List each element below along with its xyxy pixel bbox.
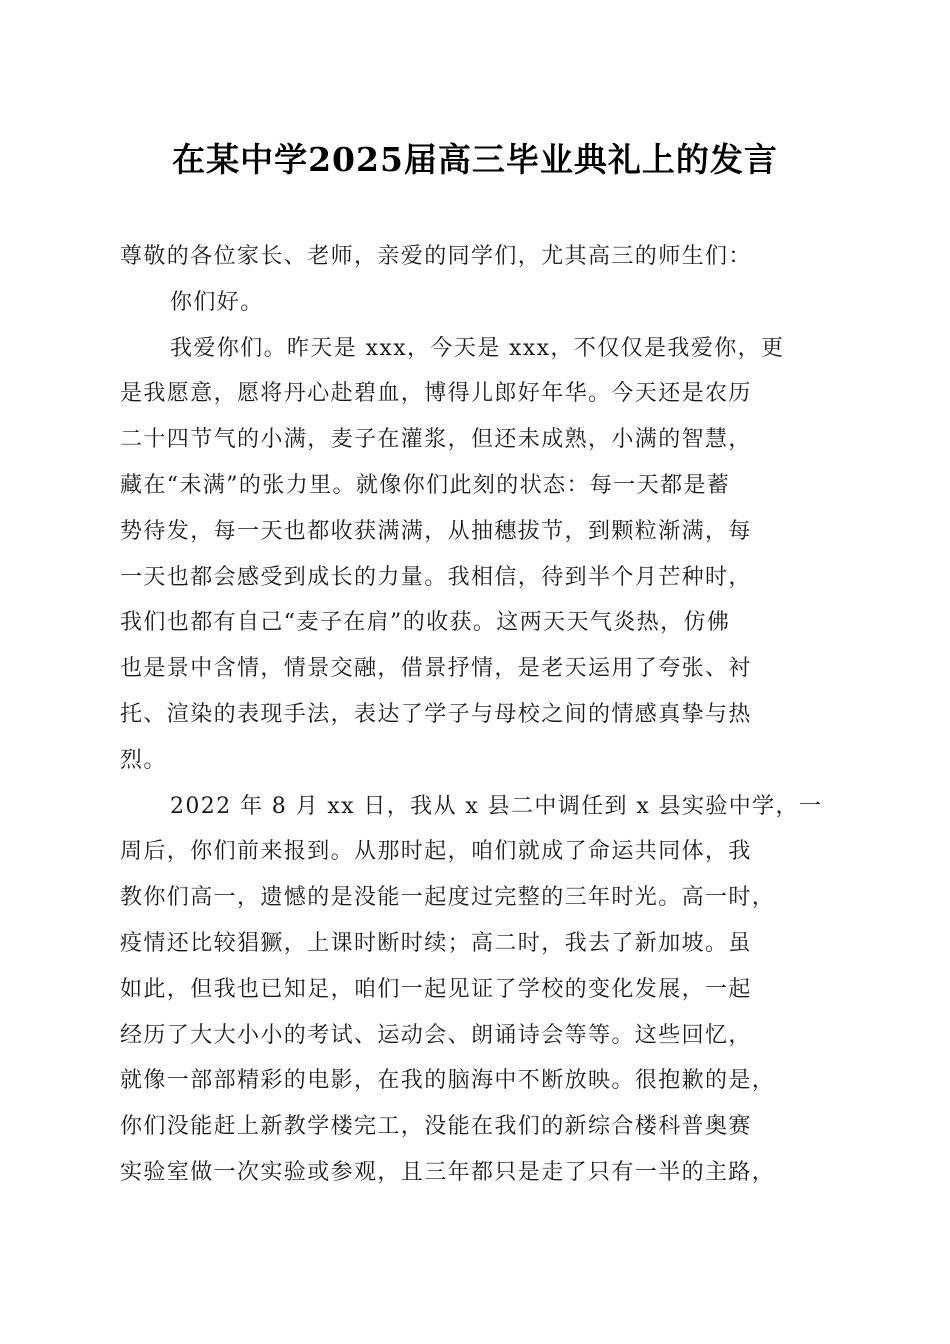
paragraph-line: 我们也都有自己“麦子在肩”的收获。这两天天气炎热，仿佛	[120, 610, 731, 636]
paragraph-line: 烈。	[120, 747, 167, 773]
paragraph-line: 就像一部部精彩的电影，在我的脑海中不断放映。很抱歉的是，	[120, 1068, 776, 1094]
paragraph-line: 我爱你们。昨天是 xxx，今天是 xxx，不仅仅是我爱你，更	[170, 335, 785, 361]
paragraph-line: 一天也都会感受到成长的力量。我相信，待到半个月芒种时，	[120, 564, 752, 590]
paragraph-line: 二十四节气的小满，麦子在灌浆，但还未成熟，小满的智慧，	[120, 427, 752, 453]
paragraph-line: 教你们高一，遗憾的是没能一起度过完整的三年时光。高一时，	[120, 885, 776, 911]
salutation-line: 尊敬的各位家长、老师，亲爱的同学们，尤其高三的师生们：	[120, 244, 752, 269]
paragraph-line: 是我愿意，愿将丹心赴碧血，博得儿郎好年华。今天还是农历	[120, 381, 752, 407]
paragraph-line: 你们没能赶上新教学楼完工，没能在我们的新综合楼科普奥赛	[120, 1114, 752, 1140]
paragraph-line: 2022 年 8 月 xx 日，我从 x 县二中调任到 x 县实验中学，一	[170, 793, 823, 819]
document-body	[120, 234, 830, 1196]
paragraph-line: 实验室做一次实验或参观，且三年都只是走了只有一半的主路，	[120, 1159, 776, 1185]
paragraph-line: 疫情还比较猖獗，上课时断时续；高二时，我去了新加坡。虽	[120, 930, 752, 956]
paragraph-line: 也是景中含情，情景交融，借景抒情，是老天运用了夸张、衬	[120, 656, 752, 682]
paragraph-line: 经历了大大小小的考试、运动会、朗诵诗会等等。这些回忆，	[120, 1022, 752, 1048]
paragraph-line: 周后，你们前来报到。从那时起，咱们就成了命运共同体，我	[120, 839, 752, 865]
paragraph-line: 如此，但我也已知足，咱们一起见证了学校的变化发展，一起	[120, 976, 752, 1002]
paragraph-line: 托、渲染的表现手法，表达了学子与母校之间的情感真挚与热	[120, 701, 752, 727]
paragraph-line: 藏在“未满”的张力里。就像你们此刻的状态：每一天都是蓄	[120, 472, 731, 498]
document-title: 在某中学2025届高三毕业典礼上的发言	[172, 140, 778, 179]
greeting-line: 你们好。	[170, 289, 264, 315]
paragraph-line: 势待发，每一天也都收获满满，从抽穗拔节，到颗粒渐满，每	[120, 518, 752, 544]
